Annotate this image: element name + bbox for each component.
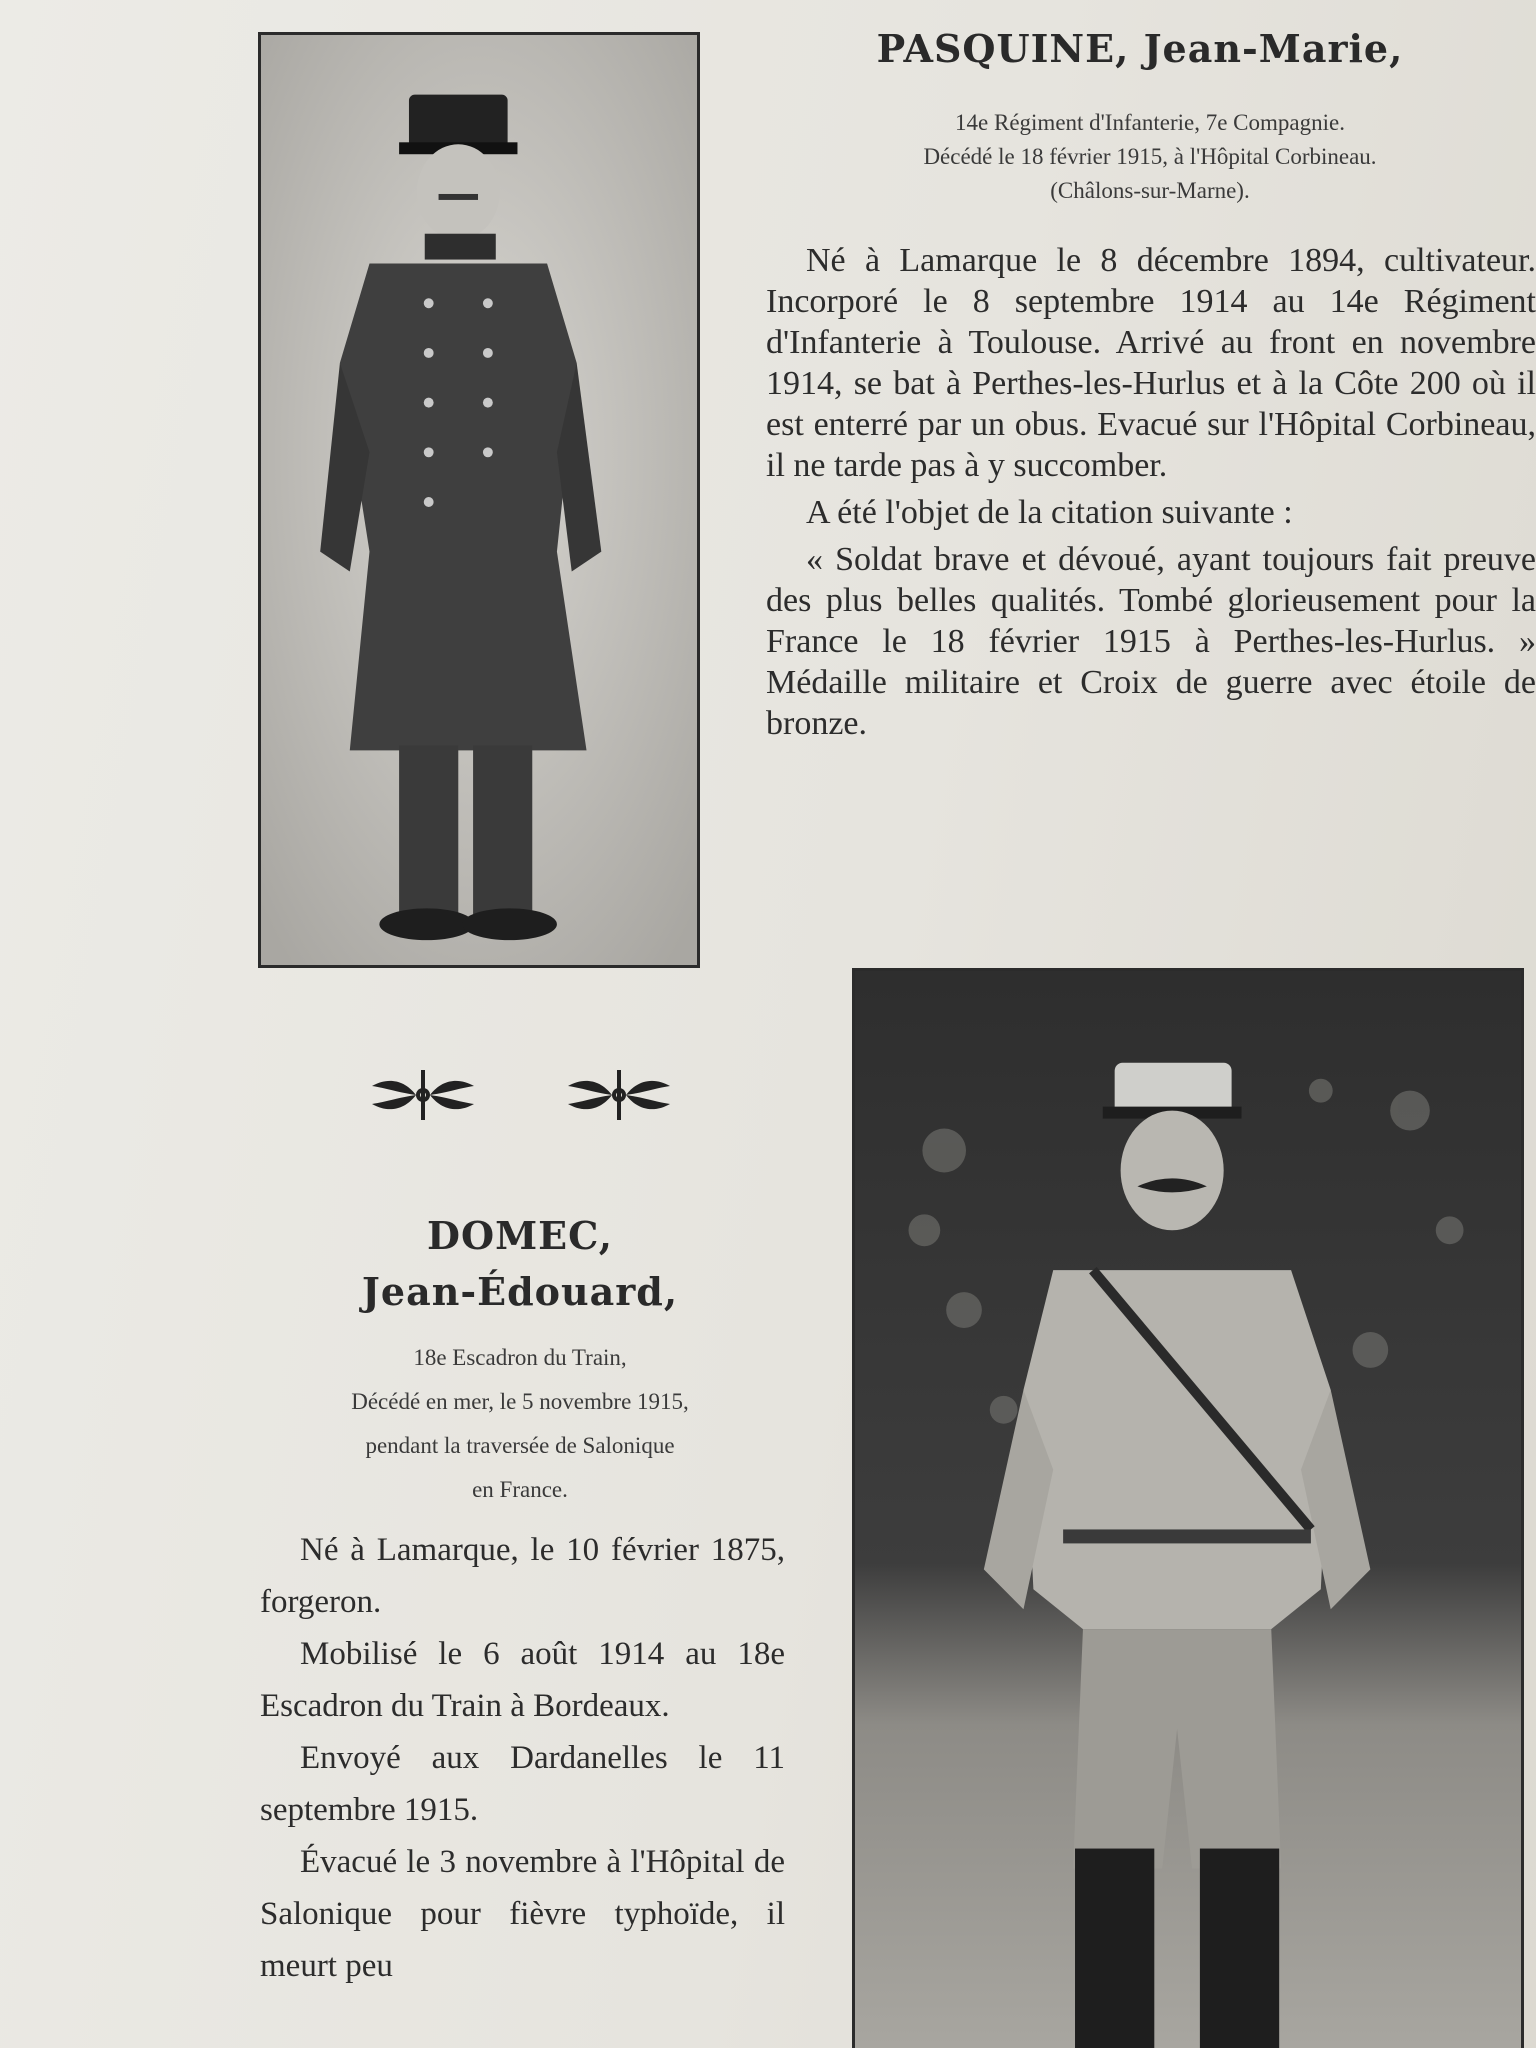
entry-body-domec	[260, 1524, 785, 1992]
biography-paragraph: Envoyé aux Dardanelles le 11 septembre 1915.	[260, 1740, 785, 1828]
soldier-outdoor-illustration	[855, 971, 1521, 2048]
portrait-pasquine	[258, 32, 700, 968]
biography-paragraph: Né à Lamarque le 8 décembre 1894, cultivateur. Incorporé le 8 septembre 1914 au 14e Régiment d'Infanterie à Toulouse. Arrivé au front en novembre 1914, se bat à Perthes-les-Hurlus et à la Côte 200 où il est enterré par un obus. Evacué sur l'Hôpital Corbineau, il ne tarde pas à y succomber.	[766, 242, 1536, 484]
entry-name-pasquine: PASQUINE, Jean-Marie,	[876, 26, 1404, 71]
fleuron-icon	[368, 1068, 478, 1122]
portrait-domec	[852, 968, 1524, 2048]
biography-paragraph: Né à Lamarque, le 10 février 1875, forgeron.	[260, 1532, 785, 1620]
meta-line: en France.	[472, 1477, 568, 1502]
soldier-portrait-illustration	[261, 35, 697, 965]
citation-intro: A été l'objet de la citation suivante :	[806, 494, 1293, 531]
biography-paragraph: Mobilisé le 6 août 1914 au 18e Escadron du Train à Bordeaux.	[260, 1636, 785, 1724]
given-names: Jean-Édouard,	[361, 1269, 679, 1314]
meta-line: 18e Escadron du Train,	[413, 1345, 627, 1370]
meta-line: Décédé le 18 février 1915, à l'Hôpital Corbineau.	[923, 144, 1377, 169]
meta-line: 14e Régiment d'Infanterie, 7e Compagnie.	[955, 110, 1345, 135]
meta-line: (Châlons-sur-Marne).	[1050, 178, 1250, 203]
meta-line: Décédé en mer, le 5 novembre 1915,	[351, 1389, 689, 1414]
fleuron-icon	[564, 1068, 674, 1122]
citation-paragraph: « Soldat brave et dévoué, ayant toujours fait preuve des plus belles qualités. Tombé glorieusement pour la France le 18 février 1915 à Perthes-les-Hurlus. » Médaille militaire et Croix de guerre avec étoile de bronze.	[766, 541, 1536, 742]
entry-meta-pasquine	[770, 106, 1530, 208]
entry-name-domec	[250, 1208, 790, 1320]
entry-body-pasquine	[766, 240, 1536, 750]
entry-meta-domec	[240, 1336, 800, 1512]
surname: DOMEC,	[427, 1213, 613, 1258]
meta-line: pendant la traversée de Salonique	[365, 1433, 675, 1458]
biography-paragraph: Évacué le 3 novembre à l'Hôpital de Salonique pour fièvre typhoïde, il meurt peu	[260, 1844, 785, 1984]
